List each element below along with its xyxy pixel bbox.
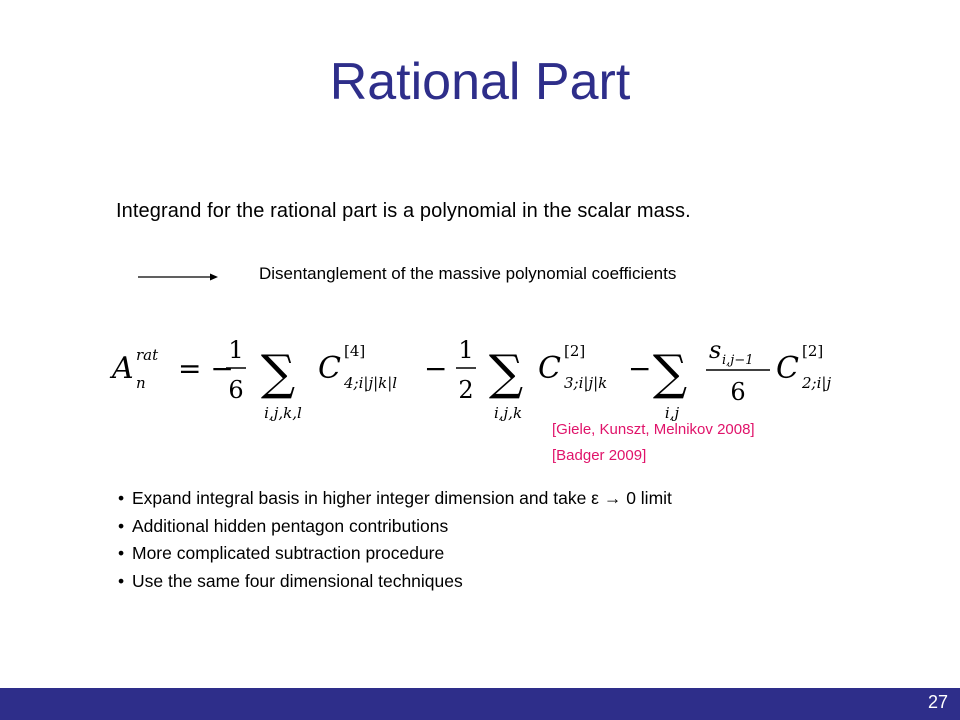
bullet-text: Use the same four dimensional techniques [132,570,463,591]
bullet-item [118,513,672,541]
frac3-denominator: 6 [730,378,746,406]
slide-title: Rational Part [329,53,631,111]
bullet-text: Additional hidden pentagon contributions [132,515,449,536]
c2-sub: 3;i|j|k [564,374,608,392]
rational-part-formula [108,326,868,426]
bullet-text: More complicated subtraction procedure [132,543,445,563]
bullet-icon: • [118,570,125,591]
frac3-numerator-sub: i,j−1 [722,353,754,368]
sum1-index: i,j,k,l [264,404,302,422]
citation-giele: [Giele, Kunszt, Melnikov 2008] [552,421,755,438]
bullet-item [118,568,672,596]
sum-symbol-1: ∑ [260,345,296,401]
c3-base: C [776,351,799,386]
bullet-text: Expand integral basis in higher integer dimension and take ε → 0 limit [132,488,672,508]
sum2-index: i,j,k [493,404,523,422]
bullet-list [118,485,672,595]
frac3-numerator: s [709,336,722,364]
c3-sup: [2] [802,342,824,360]
bullet-icon: • [118,543,125,563]
bullet-icon: • [118,515,125,536]
c1-sup: [4] [344,342,366,360]
frac1-denominator: 6 [228,376,244,404]
c1-sub: 4;i|j|k|l [344,374,398,392]
footer-bar [0,688,960,720]
frac2-numerator: 1 [458,336,474,364]
sum-symbol-3: ∑ [652,345,688,401]
bullet-item [118,540,672,568]
formula-equals: = − [178,352,234,385]
frac1-numerator: 1 [228,336,244,364]
c3-sub: 2;i|j [802,374,832,392]
c2-base: C [538,351,561,386]
sum-symbol-2: ∑ [488,345,524,401]
c1-base: C [318,351,341,386]
bullet-icon: • [118,488,125,508]
c2-sup: [2] [564,342,586,360]
sum3-index: i,j [664,404,680,422]
frac2-denominator: 2 [458,376,474,404]
bullet-item [118,485,672,513]
arrow-caption: Disentanglement of the massive polynomial coefficients [259,264,677,283]
formula-minus-1: − [424,352,448,385]
formula-lhs-sup: rat [136,346,159,364]
right-arrow-icon [138,271,218,283]
citation-badger: [Badger 2009] [552,447,647,464]
formula-lhs: A [112,351,134,386]
slide-subtitle: Integrand for the rational part is a polynomial in the scalar mass. [116,200,691,222]
formula-minus-2: − [628,352,652,385]
page-number: 27 [927,692,948,712]
formula-lhs-sub: n [136,374,146,392]
